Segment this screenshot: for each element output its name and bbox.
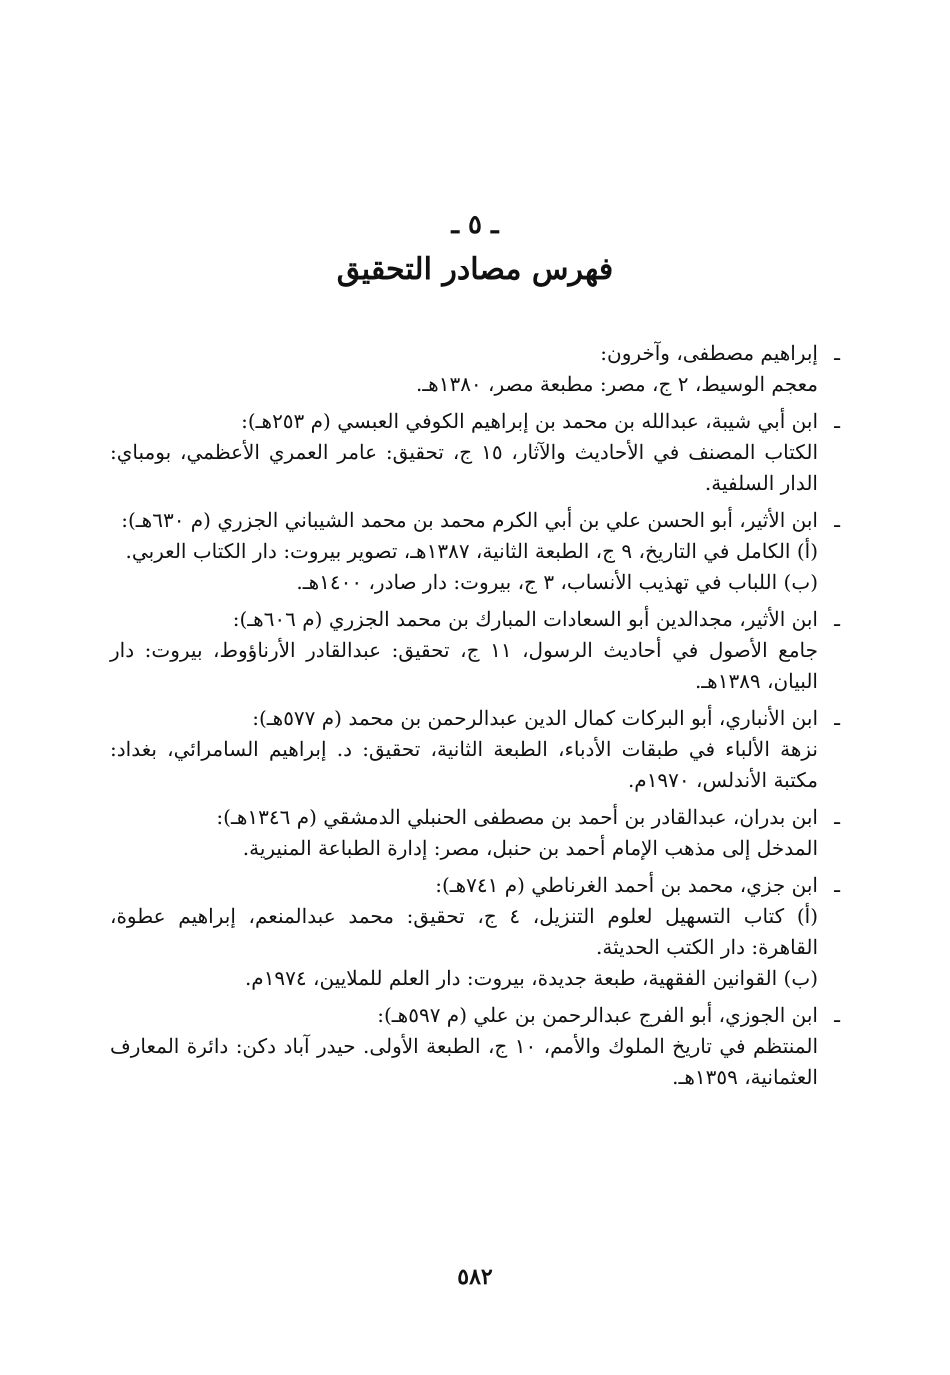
entry-author: ـ ابن الجوزي، أبو الفرج عبدالرحمن بن علي (م ٥٩٧هـ): <box>377 1003 840 1027</box>
entry-work: (أ) كتاب التسهيل لعلوم التنزيل، ٤ ج، تحقيق: محمد عبدالمنعم، إبراهيم عطوة، القاهرة: دار الكتب الحديثة. <box>110 904 818 959</box>
entry-author: ـ ابن الأثير، أبو الحسن علي بن أبي الكرم محمد بن محمد الشيباني الجزري (م ٦٣٠هـ): <box>121 508 840 532</box>
bibliography-entry <box>110 802 840 864</box>
entry-work: (ب) القوانين الفقهية، طبعة جديدة، بيروت: دار العلم للملايين، ١٩٧٤م. <box>244 966 818 990</box>
entry-work: معجم الوسيط، ٢ ج، مصر: مطبعة مصر، ١٣٨٠هـ. <box>415 372 818 396</box>
bibliography-list <box>110 338 840 1099</box>
entry-author: ـ ابن جزي، محمد بن أحمد الغرناطي (م ٧٤١هـ): <box>435 873 840 897</box>
entry-work: المنتظم في تاريخ الملوك والأمم، ١٠ ج، الطبعة الأولى. حيدر آباد دكن: دائرة المعارف العثمانية، ١٣٥٩هـ. <box>110 1034 818 1089</box>
entry-work: جامع الأصول في أحاديث الرسول، ١١ ج، تحقيق: عبدالقادر الأرناؤوط، بيروت: دار البيان، ١٣٨٩هـ. <box>110 638 818 693</box>
entry-work: الكتاب المصنف في الأحاديث والآثار، ١٥ ج، تحقيق: عامر العمري الأعظمي، بومباي: الدار السلفية. <box>110 440 819 495</box>
entry-author: ـ ابن أبي شيبة، عبدالله بن محمد بن إبراهيم الكوفي العبسي (م ٢٥٣هـ): <box>241 409 840 433</box>
entry-work: (ب) اللباب في تهذيب الأنساب، ٣ ج، بيروت: دار صادر، ١٤٠٠هـ. <box>296 570 818 594</box>
entry-work: (أ) الكامل في التاريخ، ٩ ج، الطبعة الثانية، ١٣٨٧هـ، تصوير بيروت: دار الكتاب العربي. <box>125 539 818 563</box>
entry-work: المدخل إلى مذهب الإمام أحمد بن حنبل، مصر: إدارة الطباعة المنيرية. <box>242 836 818 860</box>
entry-work: نزهة الألباء في طبقات الأدباء، الطبعة الثانية، تحقيق: د. إبراهيم السامرائي، بغداد: مكتبة الأندلس، ١٩٧٠م. <box>110 737 818 792</box>
entry-author: ـ ابن بدران، عبدالقادر بن أحمد بن مصطفى الحنبلي الدمشقي (م ١٣٤٦هـ): <box>216 805 840 829</box>
bibliography-entry <box>110 870 840 994</box>
entry-author: ـ ابن الأثير، مجدالدين أبو السعادات المبارك بن محمد الجزري (م ٦٠٦هـ): <box>232 607 840 631</box>
entry-author: ـ إبراهيم مصطفى، وآخرون: <box>600 341 840 365</box>
section-number: ـ ٥ ـ <box>451 210 499 240</box>
page-number: ٥٨٢ <box>457 1264 493 1290</box>
bibliography-entry <box>110 1000 840 1093</box>
section-title: فهرس مصادر التحقيق <box>336 252 614 287</box>
bibliography-entry <box>110 703 840 796</box>
bibliography-entry <box>110 338 840 400</box>
entry-author: ـ ابن الأنباري، أبو البركات كمال الدين عبدالرحمن بن محمد (م ٥٧٧هـ): <box>252 706 840 730</box>
bibliography-entry <box>110 406 840 499</box>
bibliography-entry <box>110 604 840 697</box>
bibliography-entry <box>110 505 840 598</box>
